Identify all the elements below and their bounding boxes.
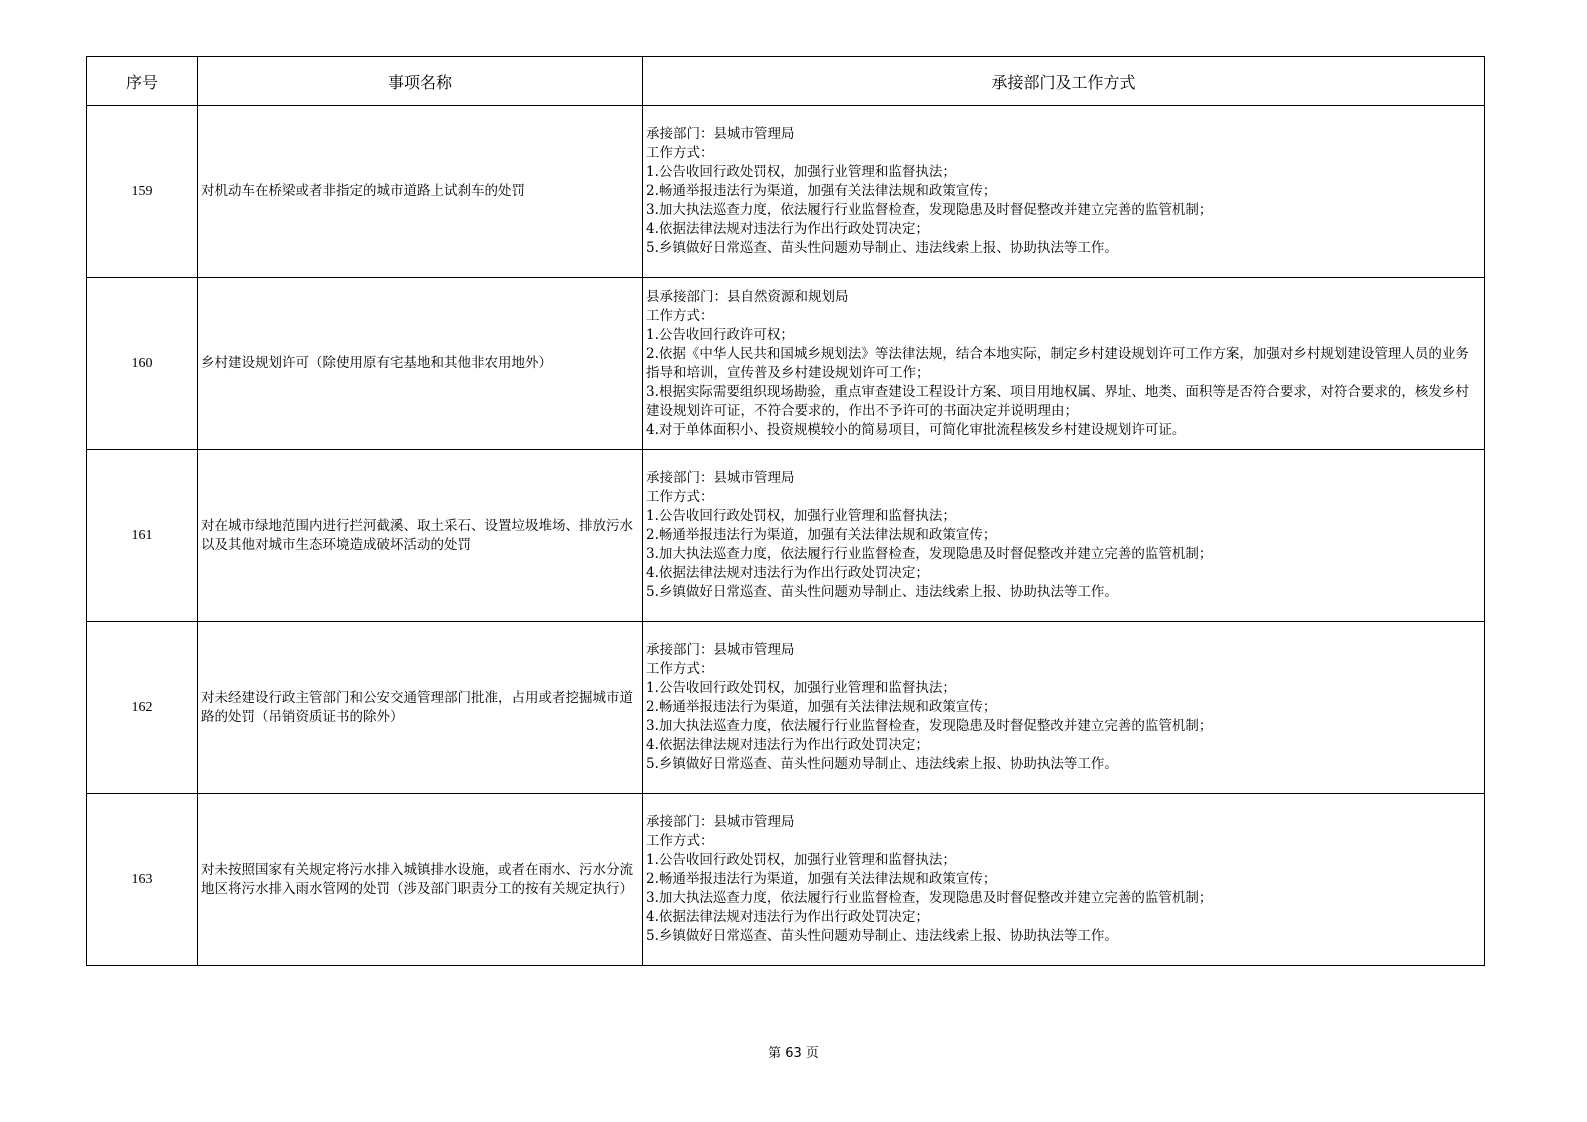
table-row: [87, 278, 1485, 450]
method-step-line: 4.依据法律法规对违法行为作出行政处罚决定；: [646, 909, 929, 925]
table-row: [87, 450, 1485, 622]
method-label-line: 工作方式：: [646, 307, 714, 324]
dept-line: 承接部门：县城市管理局: [646, 642, 795, 658]
method-step-line: 4.依据法律法规对违法行为作出行政处罚决定；: [646, 737, 929, 753]
table-row: [87, 106, 1485, 278]
row-seq: 160: [87, 278, 198, 450]
method-step-line: 3.加大执法巡查力度，依法履行行业监督检查，发现隐患及时督促整改并建立完善的监管机制；: [646, 718, 1213, 734]
method-label-line: 工作方式：: [646, 145, 714, 161]
method-step-line: 3.根据实际需要组织现场勘验，重点审查建设工程设计方案、项目用地权属、界址、地类、面积等是否符合要求，对符合要求的，核发乡村建设规划许可证，不符合要求的，作出不予许可的书面决定并说明理由；: [646, 383, 1469, 419]
header-seq: 序号: [87, 57, 198, 106]
method-step-line: 1.公告收回行政处罚权，加强行业管理和监督执法；: [646, 508, 956, 524]
method-step-line: 2.畅通举报违法行为渠道，加强有关法律法规和政策宣传；: [646, 699, 997, 715]
dept-line: 县承接部门：县自然资源和规划局: [646, 288, 849, 305]
header-item-name: 事项名称: [198, 57, 643, 106]
items-table: [86, 56, 1485, 966]
method-step-line: 1.公告收回行政处罚权，加强行业管理和监督执法；: [646, 164, 956, 180]
row-dept-method: [643, 622, 1485, 794]
method-step-line: 5.乡镇做好日常巡查、苗头性问题劝导制止、违法线索上报、协助执法等工作。: [646, 584, 1118, 600]
row-dept-method: [643, 278, 1485, 450]
method-step-line: 3.加大执法巡查力度，依法履行行业监督检查，发现隐患及时督促整改并建立完善的监管机制；: [646, 890, 1213, 906]
method-step-line: 2.畅通举报违法行为渠道，加强有关法律法规和政策宣传；: [646, 183, 997, 199]
row-item-name: 对在城市绿地范围内进行拦河截溪、取土采石、设置垃圾堆场、排放污水以及其他对城市生态环境造成破坏活动的处罚: [198, 450, 643, 622]
method-step-line: 2.依据《中华人民共和国城乡规划法》等法律法规，结合本地实际，制定乡村建设规划许可工作方案，加强对乡村规划建设管理人员的业务指导和培训，宣传普及乡村建设规划许可工作；: [646, 345, 1469, 381]
method-step-line: 1.公告收回行政处罚权，加强行业管理和监督执法；: [646, 852, 956, 868]
method-step-line: 2.畅通举报违法行为渠道，加强有关法律法规和政策宣传；: [646, 871, 997, 887]
row-dept-method: [643, 794, 1485, 966]
row-item-name: 对未经建设行政主管部门和公安交通管理部门批准，占用或者挖掘城市道路的处罚（吊销资质证书的除外）: [198, 622, 643, 794]
table-row: [87, 622, 1485, 794]
table-row: [87, 794, 1485, 966]
row-item-name: 对未按照国家有关规定将污水排入城镇排水设施，或者在雨水、污水分流地区将污水排入雨水管网的处罚（涉及部门职责分工的按有关规定执行）: [198, 794, 643, 966]
dept-line: 承接部门：县城市管理局: [646, 814, 795, 830]
header-dept-method: 承接部门及工作方式: [643, 57, 1485, 106]
method-step-line: 1.公告收回行政处罚权，加强行业管理和监督执法；: [646, 680, 956, 696]
row-seq: 159: [87, 106, 198, 278]
method-label-line: 工作方式：: [646, 833, 714, 849]
method-step-line: 4.依据法律法规对违法行为作出行政处罚决定；: [646, 565, 929, 581]
row-item-name: 对机动车在桥梁或者非指定的城市道路上试刹车的处罚: [198, 106, 643, 278]
method-step-line: 5.乡镇做好日常巡查、苗头性问题劝导制止、违法线索上报、协助执法等工作。: [646, 928, 1118, 944]
method-step-line: 5.乡镇做好日常巡查、苗头性问题劝导制止、违法线索上报、协助执法等工作。: [646, 756, 1118, 772]
dept-line: 承接部门：县城市管理局: [646, 126, 795, 142]
method-step-line: 2.畅通举报违法行为渠道，加强有关法律法规和政策宣传；: [646, 527, 997, 543]
row-dept-method: [643, 450, 1485, 622]
method-step-line: 5.乡镇做好日常巡查、苗头性问题劝导制止、违法线索上报、协助执法等工作。: [646, 240, 1118, 256]
row-seq: 161: [87, 450, 198, 622]
page-number: 第 63 页: [768, 1046, 819, 1061]
row-item-name: 乡村建设规划许可（除使用原有宅基地和其他非农用地外）: [198, 278, 643, 450]
dept-line: 承接部门：县城市管理局: [646, 470, 795, 486]
row-seq: 163: [87, 794, 198, 966]
method-step-line: 3.加大执法巡查力度，依法履行行业监督检查，发现隐患及时督促整改并建立完善的监管机制；: [646, 546, 1213, 562]
row-dept-method: [643, 106, 1485, 278]
table-header-row: [87, 57, 1485, 106]
method-label-line: 工作方式：: [646, 661, 714, 677]
row-seq: 162: [87, 622, 198, 794]
method-step-line: 4.对于单体面积小、投资规模较小的简易项目，可简化审批流程核发乡村建设规划许可证。: [646, 421, 1186, 438]
method-label-line: 工作方式：: [646, 489, 714, 505]
method-step-line: 4.依据法律法规对违法行为作出行政处罚决定；: [646, 221, 929, 237]
method-step-line: 3.加大执法巡查力度，依法履行行业监督检查，发现隐患及时督促整改并建立完善的监管机制；: [646, 202, 1213, 218]
method-step-line: 1.公告收回行政许可权；: [646, 326, 794, 343]
